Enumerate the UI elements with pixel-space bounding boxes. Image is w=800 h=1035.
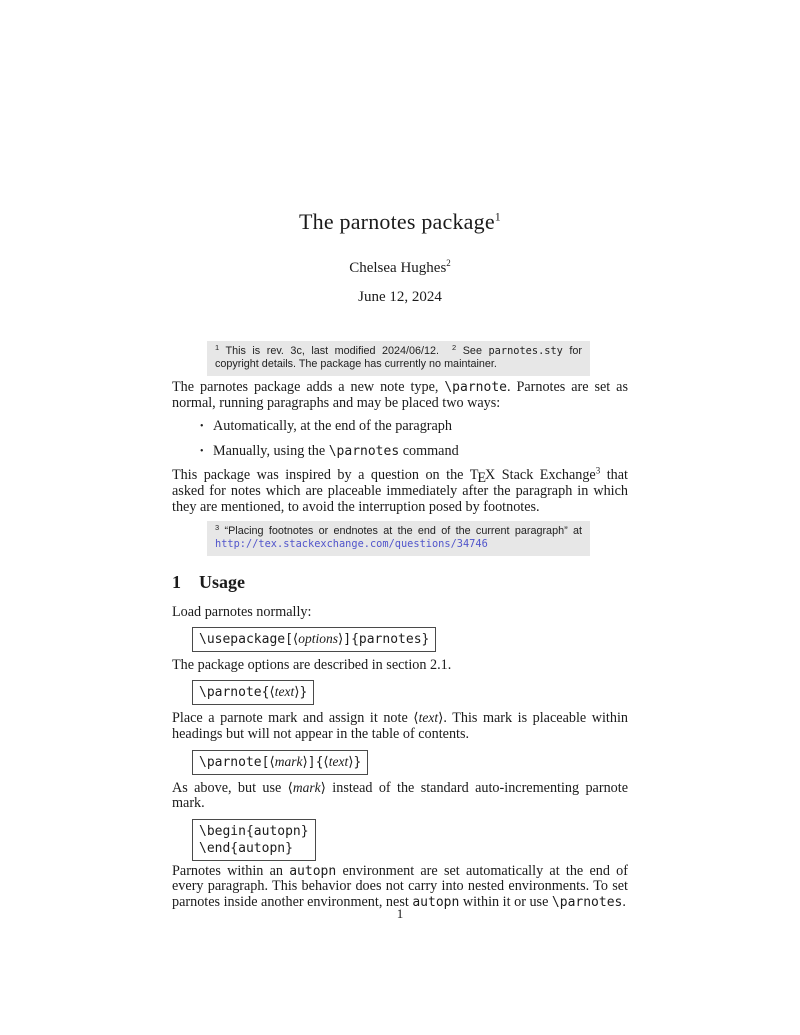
document-content [172, 0, 628, 911]
tex-logo: TEX [469, 467, 496, 487]
placeholder-argument: ⟨text⟩ [323, 753, 354, 769]
bullet-item-manual: • Manually, using the \parnotes command [172, 444, 628, 460]
footnote-mark: 1 [494, 209, 501, 224]
url-link[interactable]: http://tex.stackexchange.com/questions/34746 [215, 538, 488, 551]
bullet-list [172, 419, 628, 459]
inline-code: \parnote [444, 380, 507, 395]
placeholder-argument: ⟨text⟩ [269, 684, 300, 700]
inline-code: \parnote{ [199, 685, 270, 701]
footnote-mark: 3 [215, 523, 220, 533]
document-date: June 12, 2024 [358, 289, 442, 305]
paragraph-asabove: As above, but use ⟨mark⟩ instead of the standard auto-incrementing parnote mark. [172, 779, 628, 812]
code-box-usepackage [192, 627, 436, 652]
document-title: The parnotes package$^1$ [299, 209, 501, 234]
inline-code: \usepackage[ [199, 631, 293, 647]
bullet-item-automatic: • Automatically, at the end of the paragraph [172, 419, 628, 435]
inline-code: } [299, 685, 308, 701]
inline-code: autopn [289, 863, 337, 879]
code-box-autopn [192, 819, 316, 861]
placeholder-argument: ⟨text⟩ [413, 710, 444, 726]
inline-code: } [353, 754, 362, 770]
inline-code: ]{ [307, 754, 324, 770]
placeholder-argument: ⟨options⟩ [292, 630, 344, 646]
inline-code: \end{autopn} [199, 840, 293, 856]
footnote-mark: 1 [215, 343, 220, 352]
paragraph-place: Place a parnote mark and assign it note ⟨text⟩. This mark is placeable within headings but will not appear in the table of contents. [172, 710, 628, 742]
code-box-parnote [192, 680, 314, 705]
footnote-mark: 2 [452, 343, 457, 352]
section-heading-usage [172, 571, 628, 593]
paragraph-intro: The parnotes package adds a new note type, \parnote. Parnotes are set as normal, running paragraphs and may be placed two ways: [172, 379, 628, 411]
inline-code: \parnote[ [199, 754, 270, 770]
inline-code: \parnotes [551, 894, 623, 910]
paragraph-load: Load parnotes normally: [172, 604, 312, 621]
placeholder-argument: ⟨mark⟩ [287, 779, 326, 795]
paragraph-options: The package options are described in section 2.1. [172, 656, 452, 673]
paragraph-autopn: Parnotes within an autopn environment are set automatically at the end of every paragraph. This behavior does not carry into nested environments. To set parnotes inside another environment, nest autopn within it or use \parnotes. [172, 862, 628, 910]
paragraph-inspired: This package was inspired by a question on the TEX Stack Exchange$^3$ that asked for notes which are placeable immediately after the paragraph in which they are mentioned, to avoid the interruption posed by footnotes. [172, 465, 628, 515]
footnote-box-stackexchange: $^3$ “Placing footnotes or endnotes at the end of the current paragraph” at http://tex.stackexchange.com/questions/34746 [207, 521, 590, 556]
inline-code: autopn [412, 894, 460, 910]
inline-code: ]{parnotes} [343, 631, 430, 647]
inline-code: \begin{autopn} [199, 823, 309, 839]
footnote-mark: 3 [595, 465, 601, 476]
author-name: Chelsea Hughes$^2$ [349, 258, 451, 276]
page-number: 1 [396, 906, 404, 921]
section-number: 1 [172, 572, 181, 593]
footnote-mark: 2 [446, 258, 451, 268]
footnote-box-top: $^1$ This is rev. 3c, last modified 2024/06/12. $^2$ See parnotes.sty for copyright details. The package has currently no maintainer. [207, 341, 590, 376]
inline-code: \parnotes [328, 443, 400, 459]
section-title: Usage [199, 572, 245, 593]
placeholder-argument: ⟨mark⟩ [269, 753, 308, 769]
inline-code: parnotes.sty [488, 345, 563, 357]
code-box-parnote-mark [192, 750, 368, 775]
